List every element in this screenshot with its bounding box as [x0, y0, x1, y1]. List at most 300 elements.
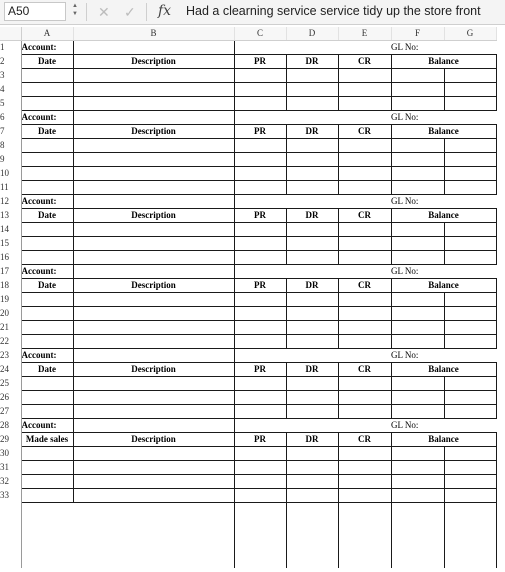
cell[interactable] — [234, 405, 286, 419]
cell[interactable] — [391, 391, 444, 405]
cell[interactable] — [234, 461, 286, 475]
cell[interactable] — [338, 489, 391, 503]
cell[interactable] — [391, 489, 444, 503]
dr-header-cell[interactable]: DR — [286, 209, 338, 223]
row-header[interactable]: 10 — [0, 167, 21, 181]
cell[interactable] — [444, 555, 496, 568]
cell[interactable] — [391, 555, 444, 568]
cell[interactable] — [73, 237, 234, 251]
cell[interactable] — [21, 391, 73, 405]
cell[interactable] — [391, 97, 444, 111]
cell[interactable] — [286, 293, 338, 307]
cell[interactable] — [73, 139, 234, 153]
gl-number-label-cell[interactable]: GL No: — [391, 111, 444, 125]
cell[interactable] — [286, 461, 338, 475]
cell[interactable] — [21, 153, 73, 167]
row-header[interactable] — [0, 555, 21, 568]
cell[interactable] — [286, 489, 338, 503]
cell[interactable] — [338, 41, 391, 55]
cell[interactable] — [391, 503, 444, 517]
row-header[interactable]: 31 — [0, 461, 21, 475]
cell[interactable] — [338, 111, 391, 125]
pr-header-cell[interactable]: PR — [234, 55, 286, 69]
balance-header-cell[interactable]: Balance — [391, 433, 496, 447]
row-header[interactable]: 14 — [0, 223, 21, 237]
cell[interactable] — [73, 97, 234, 111]
cell[interactable] — [444, 97, 496, 111]
pr-header-cell[interactable]: PR — [234, 209, 286, 223]
cell[interactable] — [286, 503, 338, 517]
description-header-cell[interactable]: Description — [73, 209, 234, 223]
row-header[interactable]: 30 — [0, 447, 21, 461]
row-header[interactable]: 25 — [0, 377, 21, 391]
cell[interactable] — [338, 223, 391, 237]
cell[interactable] — [234, 139, 286, 153]
cell[interactable] — [391, 377, 444, 391]
cr-header-cell[interactable]: CR — [338, 209, 391, 223]
gl-number-label-cell[interactable]: GL No: — [391, 195, 444, 209]
cell[interactable] — [234, 167, 286, 181]
row-header[interactable]: 12 — [0, 195, 21, 209]
balance-header-cell[interactable]: Balance — [391, 363, 496, 377]
cell[interactable] — [21, 542, 73, 555]
cell[interactable] — [286, 153, 338, 167]
cell[interactable] — [73, 307, 234, 321]
cell[interactable] — [21, 321, 73, 335]
dr-header-cell[interactable]: DR — [286, 363, 338, 377]
cell[interactable] — [21, 97, 73, 111]
cell[interactable] — [286, 555, 338, 568]
cell[interactable] — [444, 181, 496, 195]
cell[interactable] — [338, 181, 391, 195]
cell[interactable] — [338, 503, 391, 517]
cell[interactable] — [234, 475, 286, 489]
dr-header-cell[interactable]: DR — [286, 433, 338, 447]
cell[interactable] — [338, 475, 391, 489]
date-header-cell[interactable]: Date — [21, 363, 73, 377]
cell[interactable] — [391, 69, 444, 83]
cell[interactable] — [234, 265, 286, 279]
cell[interactable] — [73, 447, 234, 461]
cell[interactable] — [286, 111, 338, 125]
row-header[interactable]: 32 — [0, 475, 21, 489]
cell[interactable] — [391, 293, 444, 307]
cell[interactable] — [21, 251, 73, 265]
cell[interactable] — [391, 405, 444, 419]
cell[interactable] — [444, 251, 496, 265]
cell[interactable] — [234, 321, 286, 335]
cell[interactable] — [286, 265, 338, 279]
row-header[interactable] — [0, 503, 21, 517]
row-header[interactable]: 11 — [0, 181, 21, 195]
dr-header-cell[interactable]: DR — [286, 55, 338, 69]
cell[interactable] — [286, 69, 338, 83]
cell[interactable] — [444, 139, 496, 153]
date-header-cell[interactable]: Date — [21, 279, 73, 293]
cell[interactable] — [234, 307, 286, 321]
cell[interactable] — [21, 475, 73, 489]
cell[interactable] — [73, 167, 234, 181]
cell[interactable] — [286, 251, 338, 265]
cell[interactable] — [338, 321, 391, 335]
cell[interactable] — [234, 516, 286, 529]
cell[interactable] — [73, 377, 234, 391]
select-all-corner[interactable] — [0, 27, 21, 41]
cell[interactable] — [234, 97, 286, 111]
cell[interactable] — [21, 489, 73, 503]
cell[interactable] — [286, 139, 338, 153]
cell[interactable] — [73, 391, 234, 405]
row-header[interactable]: 3 — [0, 69, 21, 83]
cr-header-cell[interactable]: CR — [338, 279, 391, 293]
description-header-cell[interactable]: Description — [73, 55, 234, 69]
cell[interactable] — [73, 293, 234, 307]
cell[interactable] — [391, 307, 444, 321]
cell[interactable] — [391, 237, 444, 251]
cell[interactable] — [444, 542, 496, 555]
description-header-cell[interactable]: Description — [73, 363, 234, 377]
cell[interactable] — [234, 349, 286, 363]
cell[interactable] — [234, 153, 286, 167]
cell[interactable] — [338, 251, 391, 265]
cell[interactable] — [21, 529, 73, 542]
row-header[interactable]: 19 — [0, 293, 21, 307]
cell[interactable] — [73, 503, 234, 517]
cell[interactable] — [234, 237, 286, 251]
gl-number-value-cell[interactable] — [444, 265, 496, 279]
row-header[interactable]: 16 — [0, 251, 21, 265]
cell[interactable] — [286, 181, 338, 195]
account-name-cell[interactable] — [73, 41, 234, 55]
cell[interactable] — [73, 335, 234, 349]
cell[interactable] — [444, 489, 496, 503]
pr-header-cell[interactable]: PR — [234, 433, 286, 447]
cell[interactable] — [444, 69, 496, 83]
cell[interactable] — [338, 139, 391, 153]
row-header[interactable]: 5 — [0, 97, 21, 111]
cell[interactable] — [338, 405, 391, 419]
column-header[interactable]: D — [286, 27, 338, 41]
cell[interactable] — [21, 447, 73, 461]
cell[interactable] — [21, 555, 73, 568]
description-header-cell[interactable]: Description — [73, 433, 234, 447]
cell[interactable] — [234, 555, 286, 568]
cell[interactable] — [286, 475, 338, 489]
cell[interactable] — [444, 153, 496, 167]
cell[interactable] — [286, 307, 338, 321]
cell[interactable] — [286, 167, 338, 181]
cell[interactable] — [391, 321, 444, 335]
cell[interactable] — [391, 153, 444, 167]
cell[interactable] — [21, 503, 73, 517]
cell[interactable] — [21, 405, 73, 419]
row-header[interactable]: 8 — [0, 139, 21, 153]
cell[interactable] — [21, 293, 73, 307]
cell[interactable] — [234, 529, 286, 542]
gl-number-label-cell[interactable]: GL No: — [391, 349, 444, 363]
cell[interactable] — [444, 223, 496, 237]
cell[interactable] — [338, 153, 391, 167]
gl-number-label-cell[interactable]: GL No: — [391, 419, 444, 433]
cell[interactable] — [234, 503, 286, 517]
cell[interactable] — [21, 516, 73, 529]
date-header-cell[interactable]: Date — [21, 55, 73, 69]
row-header[interactable]: 27 — [0, 405, 21, 419]
cell[interactable] — [286, 419, 338, 433]
cell[interactable] — [286, 237, 338, 251]
gl-number-value-cell[interactable] — [444, 419, 496, 433]
cell[interactable] — [338, 265, 391, 279]
column-header[interactable]: C — [234, 27, 286, 41]
cell[interactable] — [234, 377, 286, 391]
balance-header-cell[interactable]: Balance — [391, 55, 496, 69]
cell[interactable] — [444, 307, 496, 321]
cell[interactable] — [73, 223, 234, 237]
cell[interactable] — [73, 405, 234, 419]
column-header[interactable]: E — [338, 27, 391, 41]
cell[interactable] — [338, 167, 391, 181]
cell[interactable] — [444, 529, 496, 542]
dr-header-cell[interactable]: DR — [286, 279, 338, 293]
row-header[interactable]: 4 — [0, 83, 21, 97]
pr-header-cell[interactable]: PR — [234, 279, 286, 293]
cell[interactable] — [338, 529, 391, 542]
row-header[interactable]: 22 — [0, 335, 21, 349]
row-header[interactable]: 13 — [0, 209, 21, 223]
cell[interactable] — [234, 542, 286, 555]
row-header[interactable]: 18 — [0, 279, 21, 293]
cell[interactable] — [21, 237, 73, 251]
row-header[interactable]: 20 — [0, 307, 21, 321]
cell[interactable] — [338, 516, 391, 529]
cell[interactable] — [444, 167, 496, 181]
cell[interactable] — [73, 475, 234, 489]
cell[interactable] — [21, 181, 73, 195]
gl-number-value-cell[interactable] — [444, 195, 496, 209]
dr-header-cell[interactable]: DR — [286, 125, 338, 139]
cell[interactable] — [391, 529, 444, 542]
cell[interactable] — [73, 542, 234, 555]
row-header[interactable]: 29 — [0, 433, 21, 447]
cell[interactable] — [444, 391, 496, 405]
cell[interactable] — [444, 503, 496, 517]
cell[interactable] — [73, 83, 234, 97]
cell[interactable] — [391, 475, 444, 489]
cell[interactable] — [286, 377, 338, 391]
account-label-cell[interactable]: Account: — [21, 195, 73, 209]
gl-number-value-cell[interactable] — [444, 41, 496, 55]
cell[interactable] — [444, 516, 496, 529]
cell[interactable] — [444, 461, 496, 475]
cell[interactable] — [286, 447, 338, 461]
cell[interactable] — [338, 461, 391, 475]
cell[interactable] — [391, 167, 444, 181]
account-name-cell[interactable] — [73, 111, 234, 125]
balance-header-cell[interactable]: Balance — [391, 209, 496, 223]
description-header-cell[interactable]: Description — [73, 279, 234, 293]
row-header[interactable]: 9 — [0, 153, 21, 167]
row-header[interactable]: 23 — [0, 349, 21, 363]
cell[interactable] — [234, 111, 286, 125]
description-header-cell[interactable]: Description — [73, 125, 234, 139]
cell[interactable] — [391, 447, 444, 461]
cr-header-cell[interactable]: CR — [338, 363, 391, 377]
column-header[interactable]: G — [444, 27, 496, 41]
cell[interactable] — [234, 447, 286, 461]
row-header[interactable]: 28 — [0, 419, 21, 433]
cell[interactable] — [286, 195, 338, 209]
cell[interactable] — [234, 41, 286, 55]
cell[interactable] — [21, 167, 73, 181]
cell[interactable] — [338, 555, 391, 568]
cancel-icon[interactable]: ✕ — [98, 4, 110, 20]
cell[interactable] — [21, 307, 73, 321]
cell[interactable] — [286, 391, 338, 405]
cell[interactable] — [391, 516, 444, 529]
cell[interactable] — [338, 293, 391, 307]
column-header[interactable]: F — [391, 27, 444, 41]
column-header[interactable]: A — [21, 27, 73, 41]
cell[interactable] — [73, 181, 234, 195]
pr-header-cell[interactable]: PR — [234, 125, 286, 139]
row-header[interactable] — [0, 516, 21, 529]
pr-header-cell[interactable]: PR — [234, 363, 286, 377]
cell[interactable] — [338, 447, 391, 461]
cell[interactable] — [444, 475, 496, 489]
cell[interactable] — [73, 461, 234, 475]
cell[interactable] — [234, 83, 286, 97]
cell[interactable] — [391, 181, 444, 195]
cell[interactable] — [286, 223, 338, 237]
account-name-cell[interactable] — [73, 265, 234, 279]
cell[interactable] — [234, 293, 286, 307]
cell[interactable] — [338, 307, 391, 321]
cell[interactable] — [234, 419, 286, 433]
cell[interactable] — [286, 542, 338, 555]
cell[interactable] — [234, 489, 286, 503]
cell[interactable] — [391, 139, 444, 153]
date-header-cell[interactable]: Date — [21, 125, 73, 139]
cell[interactable] — [391, 461, 444, 475]
cell[interactable] — [338, 195, 391, 209]
row-header[interactable]: 15 — [0, 237, 21, 251]
cell[interactable] — [286, 529, 338, 542]
date-header-cell[interactable]: Made sales — [21, 433, 73, 447]
cell[interactable] — [73, 153, 234, 167]
cell[interactable] — [73, 321, 234, 335]
cell[interactable] — [286, 516, 338, 529]
cell[interactable] — [338, 83, 391, 97]
account-label-cell[interactable]: Account: — [21, 41, 73, 55]
row-header[interactable]: 7 — [0, 125, 21, 139]
cell[interactable] — [286, 349, 338, 363]
cell[interactable] — [338, 377, 391, 391]
cell[interactable] — [444, 293, 496, 307]
account-label-cell[interactable]: Account: — [21, 111, 73, 125]
cell[interactable] — [391, 83, 444, 97]
account-name-cell[interactable] — [73, 419, 234, 433]
cell[interactable] — [21, 335, 73, 349]
row-header[interactable]: 17 — [0, 265, 21, 279]
cr-header-cell[interactable]: CR — [338, 433, 391, 447]
gl-number-label-cell[interactable]: GL No: — [391, 41, 444, 55]
account-name-cell[interactable] — [73, 349, 234, 363]
cell[interactable] — [21, 83, 73, 97]
row-header[interactable] — [0, 529, 21, 542]
gl-number-label-cell[interactable]: GL No: — [391, 265, 444, 279]
row-header[interactable]: 26 — [0, 391, 21, 405]
cell[interactable] — [73, 69, 234, 83]
cell[interactable] — [338, 542, 391, 555]
cell[interactable] — [73, 251, 234, 265]
cell[interactable] — [21, 139, 73, 153]
row-header[interactable]: 1 — [0, 41, 21, 55]
cell[interactable] — [21, 69, 73, 83]
cell[interactable] — [234, 223, 286, 237]
cell[interactable] — [338, 69, 391, 83]
cell[interactable] — [444, 405, 496, 419]
cell[interactable] — [234, 251, 286, 265]
cell[interactable] — [73, 529, 234, 542]
balance-header-cell[interactable]: Balance — [391, 125, 496, 139]
row-header[interactable]: 21 — [0, 321, 21, 335]
cell[interactable] — [234, 69, 286, 83]
gl-number-value-cell[interactable] — [444, 349, 496, 363]
cell[interactable] — [234, 181, 286, 195]
cell[interactable] — [73, 555, 234, 568]
cell[interactable] — [286, 321, 338, 335]
cell[interactable] — [338, 335, 391, 349]
cell[interactable] — [444, 237, 496, 251]
account-name-cell[interactable] — [73, 195, 234, 209]
cell[interactable] — [338, 237, 391, 251]
name-box[interactable]: A50 — [4, 2, 66, 21]
cell[interactable] — [391, 223, 444, 237]
cell[interactable] — [444, 83, 496, 97]
name-box-stepper-icon[interactable]: ▲ ▼ — [72, 3, 78, 17]
cell[interactable] — [21, 223, 73, 237]
row-header[interactable]: 6 — [0, 111, 21, 125]
column-header[interactable]: B — [73, 27, 234, 41]
cell[interactable] — [286, 41, 338, 55]
cell[interactable] — [444, 377, 496, 391]
row-header[interactable]: 2 — [0, 55, 21, 69]
cell[interactable] — [444, 335, 496, 349]
row-header[interactable]: 33 — [0, 489, 21, 503]
cell[interactable] — [234, 195, 286, 209]
cell[interactable] — [444, 321, 496, 335]
cell[interactable] — [234, 391, 286, 405]
row-header[interactable] — [0, 542, 21, 555]
cell[interactable] — [286, 83, 338, 97]
cell[interactable] — [286, 97, 338, 111]
cell[interactable] — [338, 97, 391, 111]
account-label-cell[interactable]: Account: — [21, 419, 73, 433]
cell[interactable] — [338, 349, 391, 363]
cell[interactable] — [73, 516, 234, 529]
date-header-cell[interactable]: Date — [21, 209, 73, 223]
cell[interactable] — [286, 405, 338, 419]
confirm-icon[interactable]: ✓ — [124, 4, 136, 20]
cell[interactable] — [444, 447, 496, 461]
cr-header-cell[interactable]: CR — [338, 125, 391, 139]
function-icon[interactable]: fx — [158, 3, 172, 19]
cr-header-cell[interactable]: CR — [338, 55, 391, 69]
cell[interactable] — [73, 489, 234, 503]
cell[interactable] — [391, 251, 444, 265]
cell[interactable] — [338, 419, 391, 433]
gl-number-value-cell[interactable] — [444, 111, 496, 125]
